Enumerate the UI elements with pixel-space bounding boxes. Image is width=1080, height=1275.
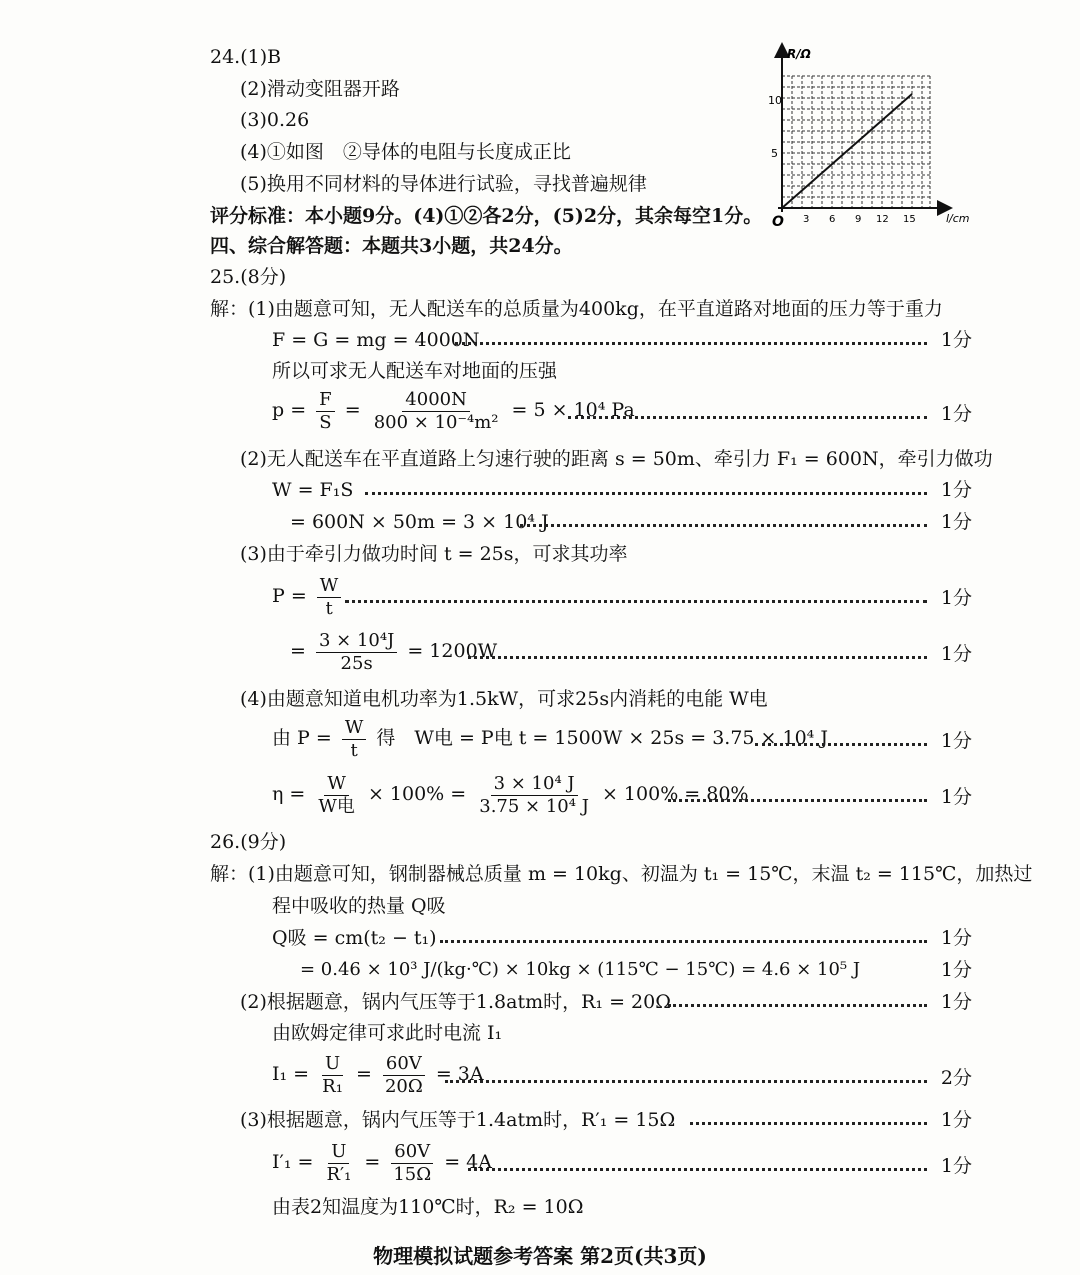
numerator: 60V (383, 1053, 425, 1076)
equals: = (355, 1063, 372, 1085)
q25-step1: 解：(1)由题意可知，无人配送车的总质量为400kg，在平直道路对地面的压力等于重力 (210, 298, 943, 320)
q24-part4: (4)①如图 ②导体的电阻与长度成正比 (240, 141, 571, 163)
result: = 3A (435, 1063, 484, 1085)
y-axis-label: R/Ω (787, 47, 811, 61)
denominator: 3.75 × 10⁴ J (479, 795, 589, 817)
lhs: η = (272, 783, 306, 805)
q25-energy-formula (272, 716, 828, 762)
x-tick-3: 3 (803, 214, 810, 225)
lhs: P = (272, 585, 307, 607)
numerator: W (342, 717, 367, 740)
q26-heat2: = 0.46 × 10³ J/(kg·℃) × 10kg × (115℃ − 15℃) = 4.6 × 10⁵ J (300, 959, 861, 980)
resistance-length-graph (770, 42, 980, 232)
score: 1分 (940, 329, 972, 351)
fraction (390, 1141, 434, 1186)
fraction (316, 389, 335, 434)
x-tick-15: 15 (903, 214, 916, 225)
x-axis-label: l/cm (946, 212, 970, 225)
equals: = (364, 1151, 381, 1173)
q25-step1b: 所以可求无人配送车对地面的压强 (272, 360, 558, 382)
score: 1分 (940, 927, 972, 949)
leader (455, 340, 927, 345)
q26-heat1: Q吸 = cm(t₂ − t₁) (272, 927, 437, 949)
leader (690, 1120, 927, 1125)
lhs: I′₁ = (272, 1151, 314, 1173)
q25-step2: (2)无人配送车在平直道路上匀速行驶的距离 s = 50m、牵引力 F₁ = 600N，牵引力做功 (240, 448, 993, 470)
q24-part5: (5)换用不同材料的导体进行试验，寻找普遍规律 (240, 173, 647, 195)
numerator: F (316, 389, 335, 412)
page-footer: 物理模拟试题参考答案 第2页(共3页) (373, 1244, 707, 1268)
numerator: W (317, 575, 342, 598)
score: 1分 (940, 511, 972, 533)
score: 1分 (940, 959, 972, 981)
fraction (323, 1141, 354, 1186)
leader (365, 490, 927, 495)
q26-step2b: 由欧姆定律可求此时电流 I₁ (272, 1022, 503, 1044)
q26-head: 26.(9分) (210, 831, 287, 853)
numerator: W (324, 773, 349, 796)
numerator: 3 × 10⁴ J (491, 773, 578, 796)
fraction (476, 773, 592, 818)
leader (668, 1002, 927, 1007)
origin-label: O (772, 214, 784, 230)
denominator: 20Ω (384, 1075, 423, 1097)
q24-grading: 评分标准：本小题9分。(4)①②各2分，(5)2分，其余每空1分。 (210, 205, 763, 227)
result: = 1200W (407, 640, 498, 662)
fraction (371, 389, 502, 434)
numerator: U (328, 1141, 349, 1164)
q25-power-calc (290, 629, 497, 675)
q25-work2: = 600N × 50m = 3 × 10⁴ J (290, 511, 549, 533)
fraction (315, 773, 358, 818)
equals: = (344, 399, 361, 421)
times: × 100% = (367, 783, 467, 805)
leader (668, 797, 927, 802)
score: 1分 (940, 403, 972, 425)
leader (520, 522, 927, 527)
y-tick-10: 10 (768, 94, 782, 107)
q25-force: F = G = mg = 4000N (272, 329, 480, 351)
denominator: S (319, 411, 332, 433)
lhs: 由 P = (272, 727, 332, 749)
denominator: R₁ (322, 1075, 343, 1097)
denominator: t (325, 597, 333, 619)
fraction (319, 1053, 346, 1098)
lhs: I₁ = (272, 1063, 310, 1085)
q24-part3: (3)0.26 (240, 109, 310, 131)
leader (568, 414, 927, 419)
leader (440, 938, 927, 943)
score: 1分 (940, 1155, 972, 1177)
section4-title: 四、综合解答题：本题共3小题，共24分。 (210, 235, 573, 257)
fraction (382, 1053, 426, 1098)
leader (468, 654, 927, 659)
y-tick-5: 5 (771, 147, 778, 160)
denominator: 800 × 10⁻⁴m² (373, 411, 499, 433)
score: 1分 (940, 643, 972, 665)
result: = 4A (444, 1151, 492, 1173)
q25-power-formula (272, 574, 345, 620)
q26-step1b: 程中吸收的热量 Q吸 (272, 895, 446, 917)
score: 1分 (940, 991, 972, 1013)
leader (755, 741, 927, 746)
q24-head: 24.(1)B (210, 46, 282, 68)
score: 1分 (940, 786, 972, 808)
q26-step1: 解：(1)由题意可知，钢制器械总质量 m = 10kg、初温为 t₁ = 15℃，末温 t₂ = 115℃，加热过 (210, 863, 1033, 885)
leader (468, 1166, 927, 1171)
denominator: 15Ω (393, 1163, 432, 1185)
denominator: W电 (318, 795, 355, 817)
score: 1分 (940, 479, 972, 501)
numerator: 3 × 10⁴J (316, 630, 397, 653)
q25-efficiency-formula (272, 772, 748, 818)
denominator: t (350, 739, 358, 761)
numerator: U (322, 1053, 343, 1076)
denominator: 25s (340, 652, 373, 674)
x-tick-12: 12 (876, 214, 889, 225)
score: 1分 (940, 587, 972, 609)
q26-current2-formula (272, 1140, 492, 1186)
fraction (316, 630, 397, 675)
q25-step4: (4)由题意知道电机功率为1.5kW，可求25s内消耗的电能 W电 (240, 688, 768, 710)
q24-part2: (2)滑动变阻器开路 (240, 78, 400, 100)
q25-work1: W = F₁S (272, 479, 354, 501)
q26-current1-formula (272, 1052, 484, 1098)
numerator: 4000N (402, 389, 470, 412)
score: 1分 (940, 730, 972, 752)
fraction (317, 575, 342, 620)
leader (345, 598, 927, 603)
result: × 100% = 80% (601, 783, 749, 805)
denominator: R′₁ (326, 1163, 352, 1185)
q26-step4: 由表2知温度为110℃时，R₂ = 10Ω (272, 1196, 584, 1218)
q26-step3: (3)根据题意，锅内气压等于1.4atm时，R′₁ = 15Ω (240, 1109, 676, 1131)
q25-step3: (3)由于牵引力做功时间 t = 25s，可求其功率 (240, 543, 628, 565)
numerator: 60V (391, 1141, 433, 1164)
fraction (342, 717, 367, 762)
result: = 5 × 10⁴ Pa (511, 399, 635, 421)
q25-pressure-formula (272, 388, 635, 434)
leader (445, 1078, 927, 1083)
q26-step2: (2)根据题意，锅内气压等于1.8atm时，R₁ = 20Ω (240, 991, 671, 1013)
q25-head: 25.(8分) (210, 266, 287, 288)
score: 1分 (940, 1109, 972, 1131)
x-tick-6: 6 (829, 214, 836, 225)
lhs: p = (272, 399, 307, 421)
x-tick-9: 9 (855, 214, 862, 225)
energy-calc: 得 W电 = P电 t = 1500W × 25s = 3.75 × 10⁴ J (376, 727, 828, 749)
equals: = (290, 640, 306, 662)
score: 2分 (940, 1067, 972, 1089)
